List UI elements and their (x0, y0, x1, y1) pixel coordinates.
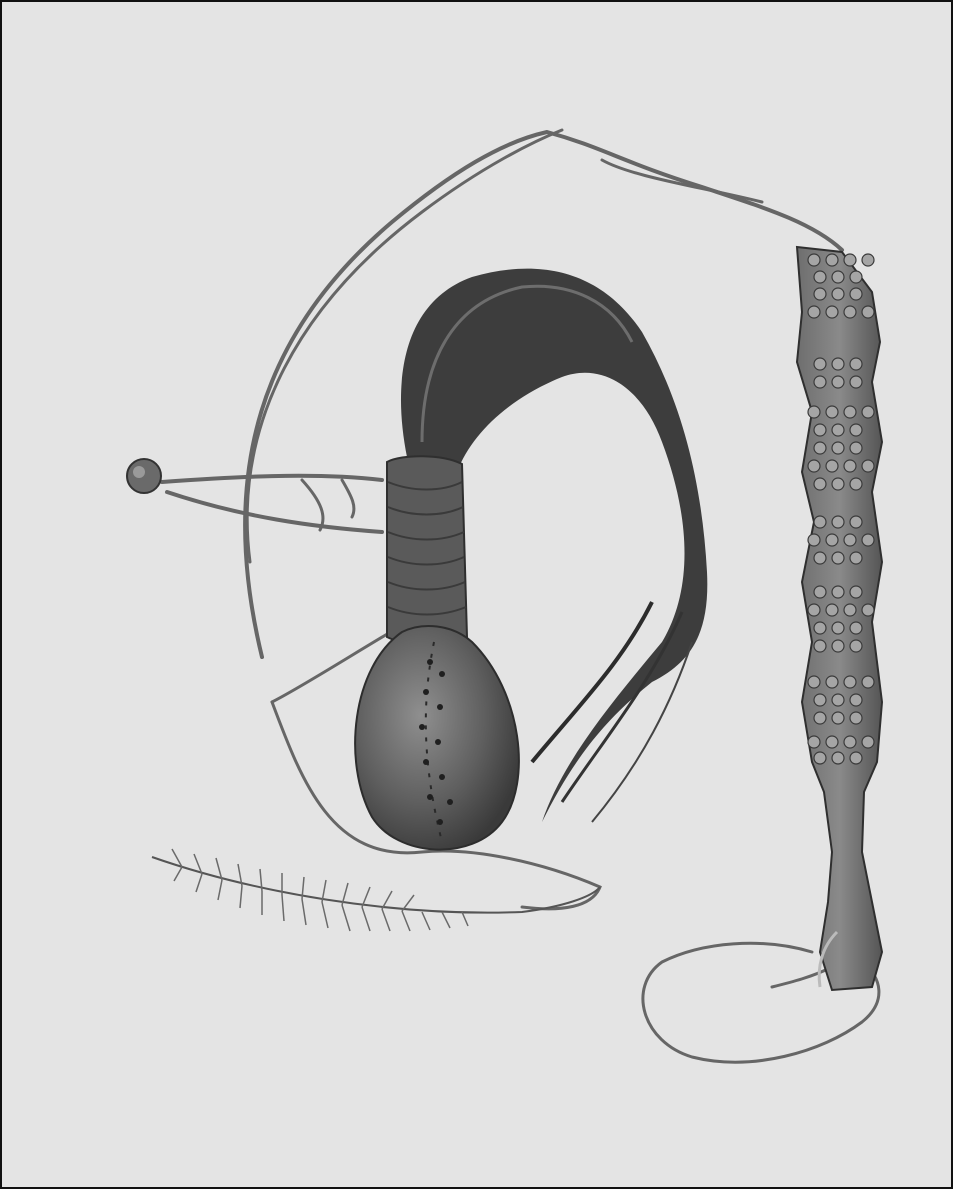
bead-knob (127, 459, 161, 493)
handle-stud (832, 424, 844, 436)
handle-stud (850, 358, 862, 370)
handle-stud (850, 442, 862, 454)
handle-stud (826, 306, 838, 318)
handle-stud (808, 406, 820, 418)
feather (152, 849, 600, 931)
handle-stud (832, 358, 844, 370)
handle-stud (814, 358, 826, 370)
handle-stud (814, 694, 826, 706)
handle-stud (862, 406, 874, 418)
handle-stud (832, 288, 844, 300)
handle-stud (850, 271, 862, 283)
handle-stud (850, 622, 862, 634)
handle-stud (862, 306, 874, 318)
handle-stud (814, 442, 826, 454)
handle-stud (862, 254, 874, 266)
handle-stud (808, 306, 820, 318)
handle-stud (832, 442, 844, 454)
handle-stud (862, 460, 874, 472)
handle-stud (832, 376, 844, 388)
handle-stud (850, 752, 862, 764)
handle-stud (844, 736, 856, 748)
handle-stud (826, 604, 838, 616)
handle-stud (832, 271, 844, 283)
handle-stud (844, 406, 856, 418)
handle-stud (850, 640, 862, 652)
handle-stud (826, 460, 838, 472)
handle-stud (832, 586, 844, 598)
handle-stud (826, 406, 838, 418)
handle-stud (844, 306, 856, 318)
handle-stud (814, 288, 826, 300)
handle-stud (826, 736, 838, 748)
handle-stud (850, 694, 862, 706)
handle-stud (808, 676, 820, 688)
handle-stud (814, 752, 826, 764)
wrapped-neck (387, 456, 467, 644)
handle-stud (844, 460, 856, 472)
handle-stud (826, 534, 838, 546)
handle-stud (850, 516, 862, 528)
handle-stud (808, 460, 820, 472)
handle-stud (808, 254, 820, 266)
handle-stud (850, 712, 862, 724)
handle-stud (844, 604, 856, 616)
handle-stud (808, 534, 820, 546)
handle-stud (808, 736, 820, 748)
handle-stud (826, 676, 838, 688)
handle-stud (844, 254, 856, 266)
handle-stud (862, 534, 874, 546)
handle-stud (814, 516, 826, 528)
handle-stud (814, 640, 826, 652)
handle-stud (832, 622, 844, 634)
handle-stud (826, 254, 838, 266)
handle-stud (850, 552, 862, 564)
handle-stud (814, 478, 826, 490)
handle-stud (850, 288, 862, 300)
handle-stud (862, 676, 874, 688)
handle-stud (808, 604, 820, 616)
handle-stud (832, 640, 844, 652)
handle-stud (814, 712, 826, 724)
handle-stud (832, 478, 844, 490)
handle-stud (832, 694, 844, 706)
handle-stud (814, 424, 826, 436)
handle-stud (814, 586, 826, 598)
handle-stud (814, 376, 826, 388)
handle-stud (832, 516, 844, 528)
handle-stud (832, 752, 844, 764)
handle-stud (832, 712, 844, 724)
handle-stud (850, 424, 862, 436)
gourd-rattle (355, 626, 519, 850)
handle-stud (850, 376, 862, 388)
handle-stud (832, 552, 844, 564)
handle-stud (862, 604, 874, 616)
handle-stud (814, 271, 826, 283)
handle-stud (844, 676, 856, 688)
handle-stud (850, 586, 862, 598)
handle-stud (814, 622, 826, 634)
studded-handle (797, 247, 882, 990)
handle-stud (862, 736, 874, 748)
handle-stud (850, 478, 862, 490)
handle-stud (844, 534, 856, 546)
handle-stud (814, 552, 826, 564)
artifact-photograph (2, 2, 951, 1187)
